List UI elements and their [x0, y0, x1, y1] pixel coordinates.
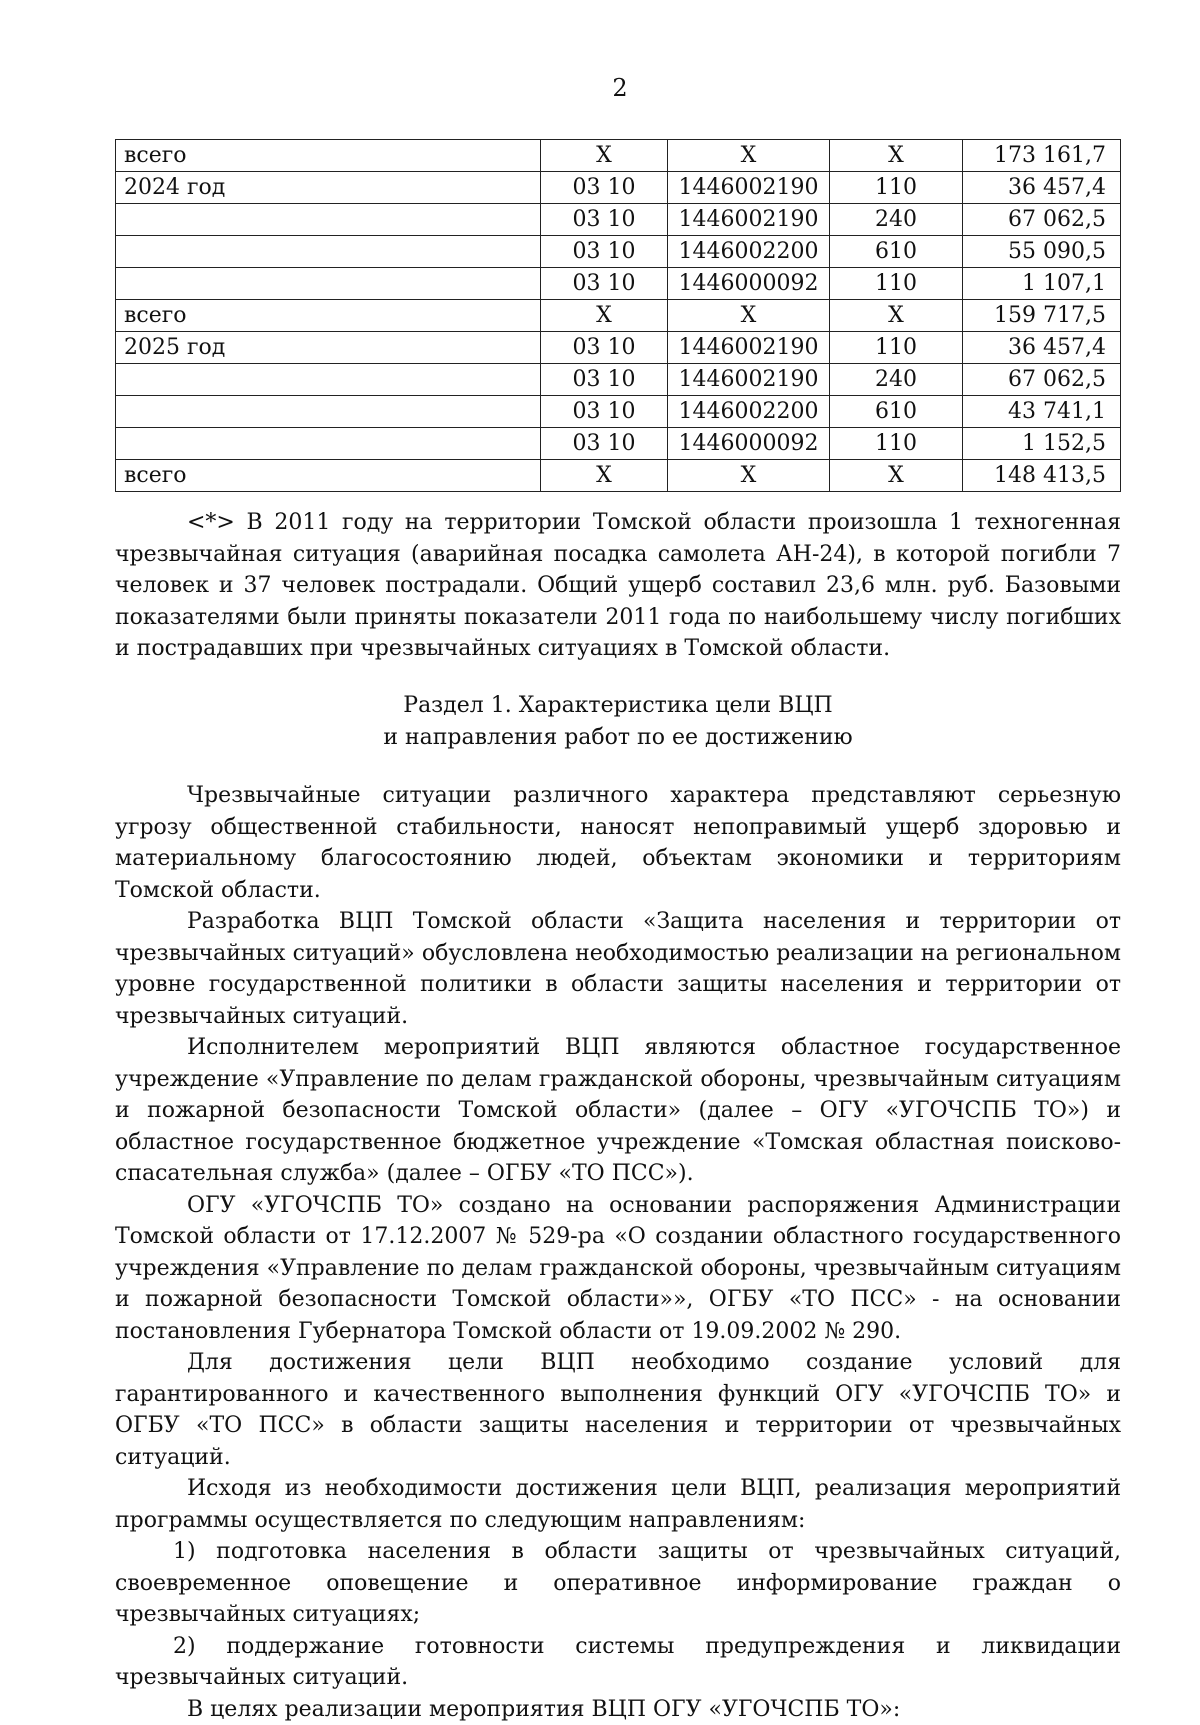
table-row — [116, 204, 1121, 236]
table-row — [116, 236, 1121, 268]
table-cell: 110 — [830, 428, 963, 460]
table-cell: 610 — [830, 236, 963, 268]
paragraph: ОГУ «УГОЧСПБ ТО» создано на основании распоряжения Администрации Томской области от 17.12.2007 № 529-ра «О создании областного государственного учреждения «Управление по делам гражданской обороны, чрезвычайным ситуациям и пожарной безопасности Томской области»», ОГБУ «ТО ПСС» - на основании постановления Губернатора Томской области от 19.09.2002 № 290. — [115, 1190, 1121, 1348]
table-cell — [116, 396, 541, 428]
table-cell: 173 161,7 — [963, 140, 1121, 172]
table-cell: 36 457,4 — [963, 172, 1121, 204]
table-row — [116, 268, 1121, 300]
table-cell: 1446002190 — [668, 204, 830, 236]
list-item: 1) подготовка населения в области защиты от чрезвычайных ситуаций, своевременное оповещение и оперативное информирование граждан о чрезвычайных ситуациях; — [115, 1536, 1121, 1631]
table-cell: Х — [830, 140, 963, 172]
table-cell — [116, 204, 541, 236]
table-cell: Х — [830, 460, 963, 492]
list-item: 2) поддержание готовности системы предупреждения и ликвидации чрезвычайных ситуаций. — [115, 1631, 1121, 1694]
table-row — [116, 172, 1121, 204]
table-cell: Х — [541, 300, 668, 332]
table-cell: 43 741,1 — [963, 396, 1121, 428]
table-cell: 1446002200 — [668, 236, 830, 268]
table-cell: Х — [668, 140, 830, 172]
table-cell: 03 10 — [541, 236, 668, 268]
table-cell: 240 — [830, 204, 963, 236]
table-cell: 03 10 — [541, 332, 668, 364]
table-cell: 67 062,5 — [963, 204, 1121, 236]
table-cell: 1446000092 — [668, 268, 830, 300]
table-row — [116, 140, 1121, 172]
table-cell: 03 10 — [541, 396, 668, 428]
table-cell: 03 10 — [541, 204, 668, 236]
table-row — [116, 428, 1121, 460]
table-cell: 03 10 — [541, 428, 668, 460]
table-cell: 67 062,5 — [963, 364, 1121, 396]
table-cell: 1 152,5 — [963, 428, 1121, 460]
table-cell — [116, 268, 541, 300]
table-cell: 148 413,5 — [963, 460, 1121, 492]
table-cell: Х — [668, 300, 830, 332]
footnote — [115, 507, 1121, 665]
table-cell: 1446000092 — [668, 428, 830, 460]
table-cell: всего — [116, 460, 541, 492]
table-cell: 03 10 — [541, 364, 668, 396]
table-cell: Х — [541, 140, 668, 172]
table-cell — [116, 428, 541, 460]
table-cell: 159 717,5 — [963, 300, 1121, 332]
table-row — [116, 396, 1121, 428]
section-title-line-2: и направления работ по ее достижению — [115, 722, 1121, 754]
paragraph: Исходя из необходимости достижения цели ВЦП, реализация мероприятий программы осуществляется по следующим направлениям: — [115, 1473, 1121, 1536]
table-cell: Х — [830, 300, 963, 332]
table-cell: 1446002200 — [668, 396, 830, 428]
section-title-line-1: Раздел 1. Характеристика цели ВЦП — [115, 690, 1121, 722]
paragraph: В целях реализации мероприятия ВЦП ОГУ «УГОЧСПБ ТО»: — [115, 1694, 1121, 1725]
table-cell: 1446002190 — [668, 332, 830, 364]
table-cell: 110 — [830, 268, 963, 300]
page-number: 2 — [0, 74, 1200, 102]
footnote-text: <*> В 2011 году на территории Томской области произошла 1 техногенная чрезвычайная ситуация (аварийная посадка самолета АН-24), в которой погибли 7 человек и 37 человек пострадали. Общий ущерб составил 23,6 млн. руб. Базовыми показателями были приняты показатели 2011 года по наибольшему числу погибших и пострадавших при чрезвычайных ситуациях в Томской области. — [115, 507, 1121, 665]
table-cell: 1 107,1 — [963, 268, 1121, 300]
table-row — [116, 332, 1121, 364]
table-cell: 1446002190 — [668, 364, 830, 396]
table-cell: 55 090,5 — [963, 236, 1121, 268]
table-cell: 2025 год — [116, 332, 541, 364]
paragraph: Исполнителем мероприятий ВЦП являются областное государственное учреждение «Управление по делам гражданской обороны, чрезвычайным ситуациям и пожарной безопасности Томской области» (далее – ОГУ «УГОЧСПБ ТО») и областное государственное бюджетное учреждение «Томская областная поисково-спасательная служба» (далее – ОГБУ «ТО ПСС»). — [115, 1032, 1121, 1190]
table-cell: Х — [668, 460, 830, 492]
table-cell: 110 — [830, 332, 963, 364]
table-cell: 610 — [830, 396, 963, 428]
body-text — [115, 780, 1121, 1725]
table-cell: Х — [541, 460, 668, 492]
table-cell — [116, 236, 541, 268]
table-cell: всего — [116, 300, 541, 332]
table-row — [116, 364, 1121, 396]
paragraph: Для достижения цели ВЦП необходимо создание условий для гарантированного и качественного выполнения функций ОГУ «УГОЧСПБ ТО» и ОГБУ «ТО ПСС» в области защиты населения и территории от чрезвычайных ситуаций. — [115, 1347, 1121, 1473]
budget-table-body — [116, 140, 1121, 492]
table-cell: 03 10 — [541, 172, 668, 204]
table-row — [116, 460, 1121, 492]
table-cell — [116, 364, 541, 396]
table-cell: 240 — [830, 364, 963, 396]
budget-table — [115, 139, 1121, 492]
table-cell: 36 457,4 — [963, 332, 1121, 364]
table-cell: 110 — [830, 172, 963, 204]
table-row — [116, 300, 1121, 332]
table-cell: 03 10 — [541, 268, 668, 300]
table-cell: всего — [116, 140, 541, 172]
table-cell: 1446002190 — [668, 172, 830, 204]
table-cell: 2024 год — [116, 172, 541, 204]
section-heading — [115, 690, 1121, 753]
paragraph: Разработка ВЦП Томской области «Защита населения и территории от чрезвычайных ситуаций» обусловлена необходимостью реализации на региональном уровне государственной политики в области защиты населения и территории от чрезвычайных ситуаций. — [115, 906, 1121, 1032]
paragraph: Чрезвычайные ситуации различного характера представляют серьезную угрозу общественной стабильности, наносят непоправимый ущерб здоровью и материальному благосостоянию людей, объектам экономики и территориям Томской области. — [115, 780, 1121, 906]
